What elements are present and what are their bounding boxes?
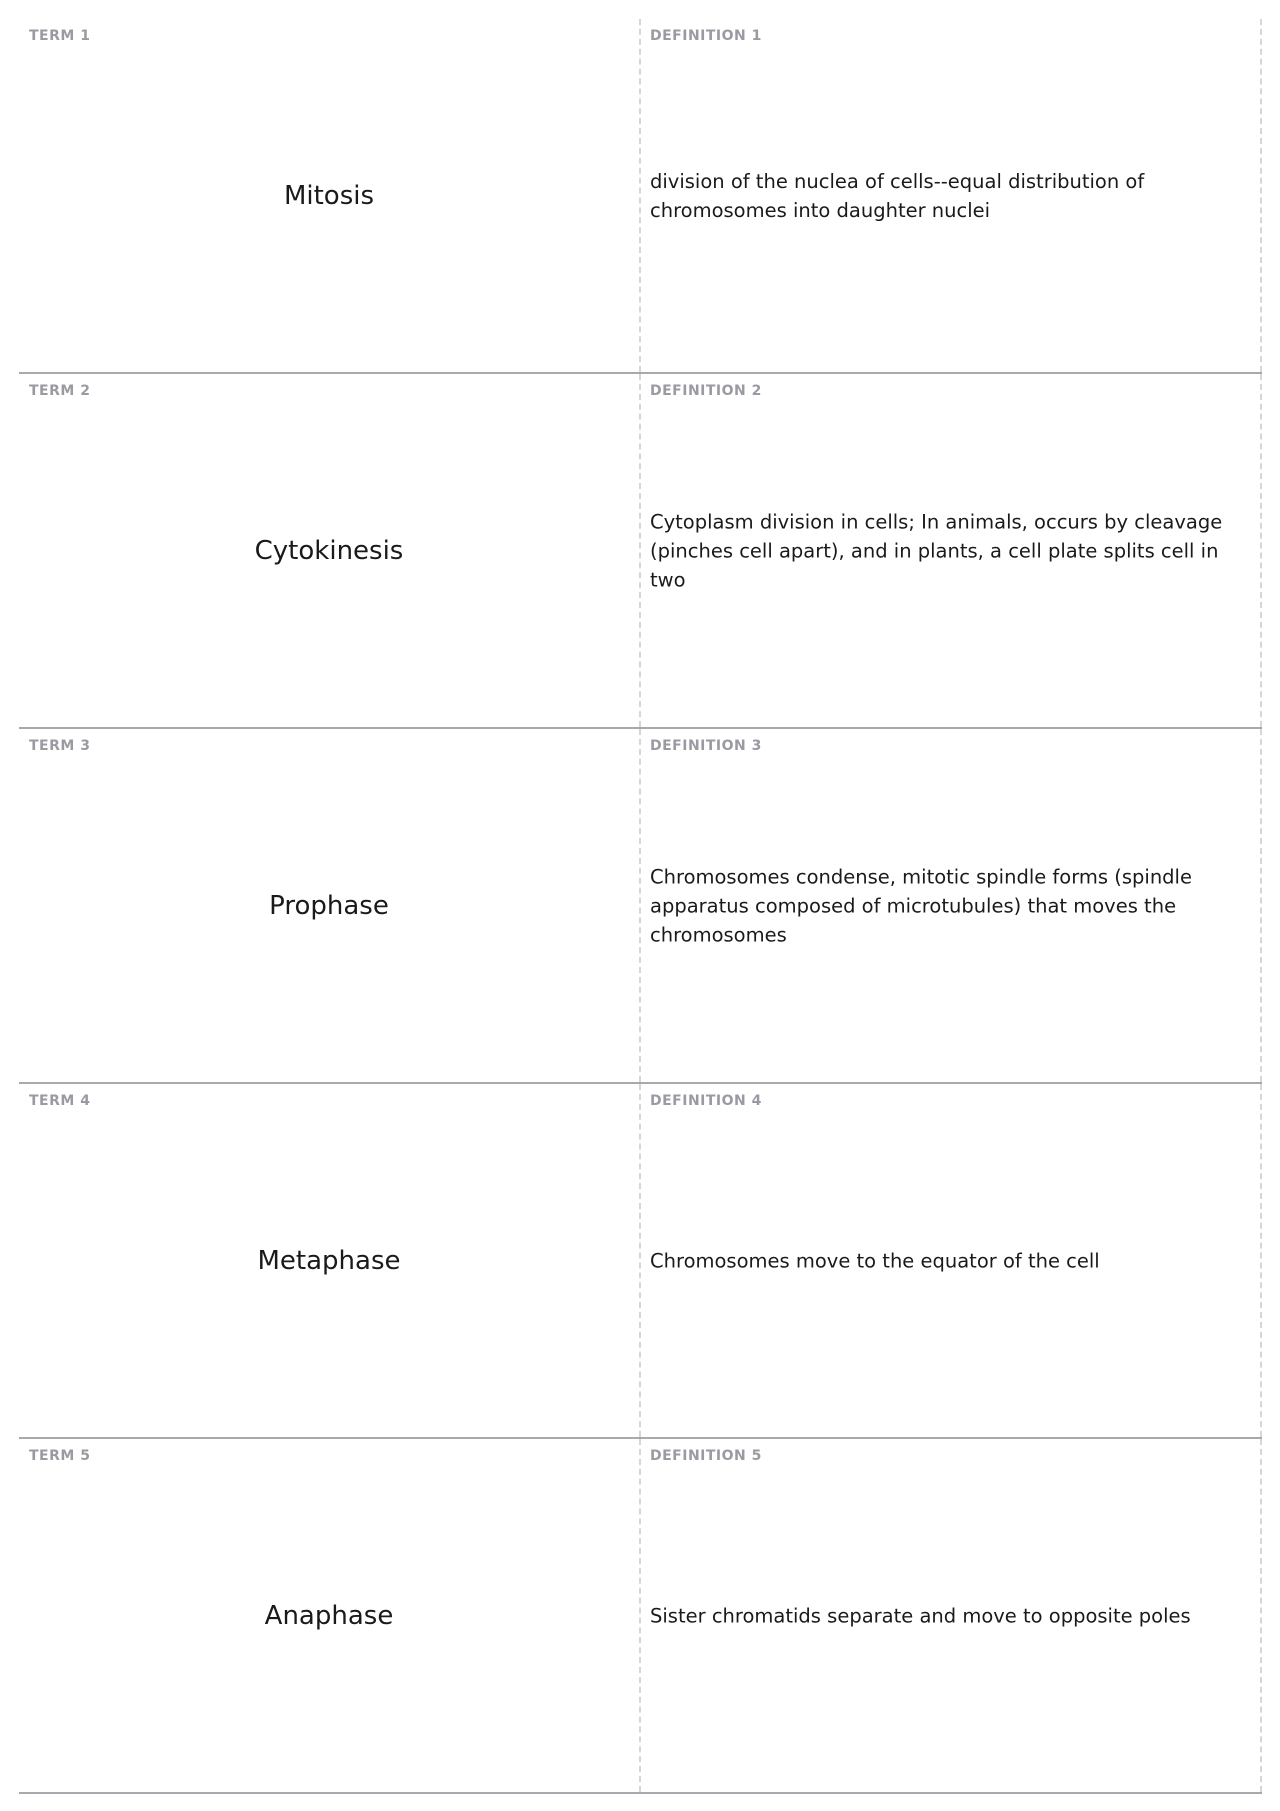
term-text: Prophase (269, 890, 389, 921)
term-cell (19, 374, 641, 727)
definition-label: DEFINITION 4 (650, 1093, 762, 1109)
definition-cell (641, 374, 1262, 727)
definition-label: DEFINITION 3 (650, 738, 762, 754)
definition-cell (641, 1084, 1262, 1437)
definition-label: DEFINITION 2 (650, 383, 762, 399)
flashcard-sheet (19, 19, 1262, 1794)
term-label: TERM 1 (29, 28, 91, 44)
definition-text: Cytoplasm division in cells; In animals, occurs by cleavage (pinches cell apart), and in plants, a cell plate splits cell in two (650, 510, 1223, 591)
definition-cell (641, 1439, 1262, 1792)
definition-text: Chromosomes condense, mitotic spindle forms (spindle apparatus composed of microtubules) that moves the chromosomes (650, 865, 1192, 946)
term-label: TERM 5 (29, 1448, 91, 1464)
definition-text: division of the nuclea of cells--equal distribution of chromosomes into daughter nuclei (650, 169, 1145, 222)
term-label: TERM 2 (29, 383, 91, 399)
term-text: Anaphase (264, 1600, 394, 1631)
term-text: Metaphase (257, 1245, 401, 1276)
definition-cell (641, 19, 1262, 372)
flashcard-row-3 (19, 729, 1262, 1084)
term-cell (19, 1084, 641, 1437)
term-text: Cytokinesis (254, 535, 404, 566)
definition-text: Chromosomes move to the equator of the cell (650, 1249, 1100, 1272)
flashcard-row-2 (19, 374, 1262, 729)
term-text: Mitosis (283, 180, 375, 211)
term-cell (19, 729, 641, 1082)
flashcard-row-4 (19, 1084, 1262, 1439)
flashcard-row-5 (19, 1439, 1262, 1794)
definition-text: Sister chromatids separate and move to opposite poles (650, 1604, 1191, 1627)
term-label: TERM 4 (29, 1093, 91, 1109)
term-cell (19, 1439, 641, 1792)
term-label: TERM 3 (29, 738, 91, 754)
definition-label: DEFINITION 1 (650, 28, 762, 44)
definition-label: DEFINITION 5 (650, 1448, 762, 1464)
term-cell (19, 19, 641, 372)
flashcard-row-1 (19, 19, 1262, 374)
definition-cell (641, 729, 1262, 1082)
